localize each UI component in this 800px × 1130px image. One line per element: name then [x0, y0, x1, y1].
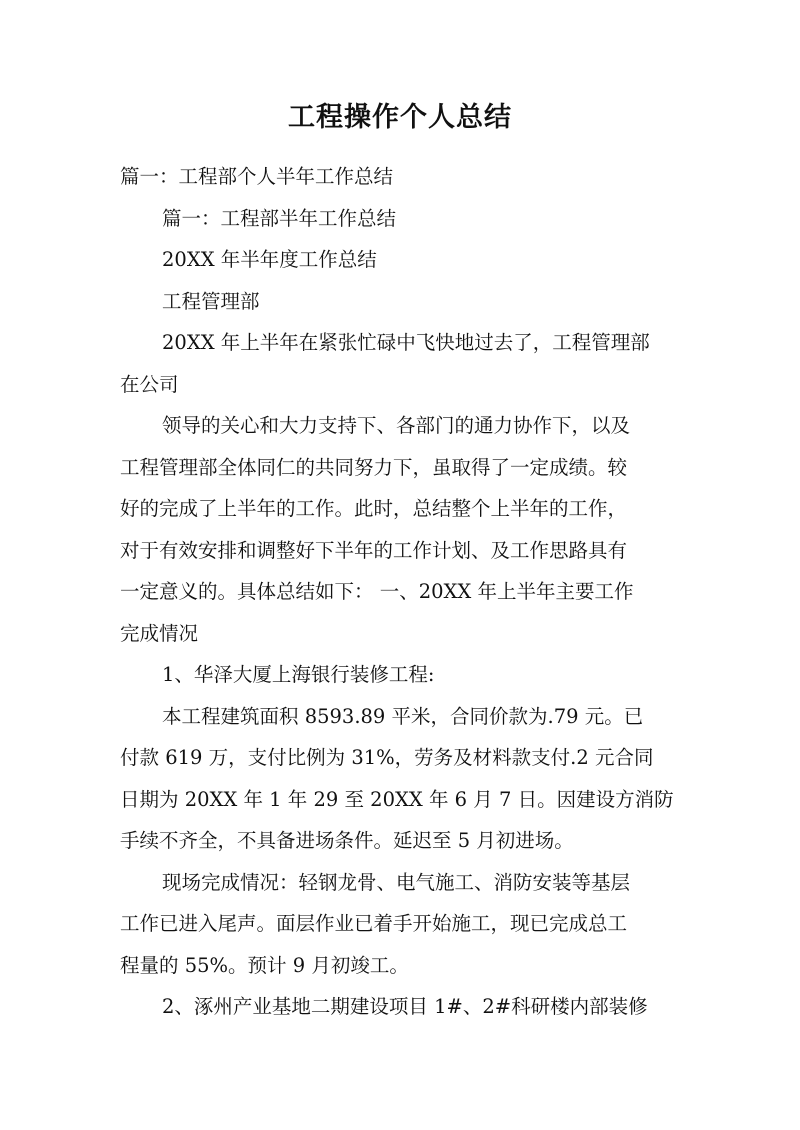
text-line: 20XX 年半年度工作总结 [162, 248, 377, 271]
text-line: 2、涿州产业基地二期建设项目 1#、2#科研楼内部装修 [162, 995, 648, 1018]
text-line: 付款 619 万，支付比例为 31%，劳务及材料款支付.2 元合同 [120, 746, 654, 769]
text-line: 在公司 [120, 372, 179, 396]
text-line: 篇一：工程部半年工作总结 [162, 206, 397, 230]
text-line: 程量的 55%。预计 9 月初竣工。 [120, 953, 409, 977]
text-line: 领导的关心和大力支持下、各部门的通力协作下，以及 [162, 414, 631, 437]
text-line: 工程管理部 [162, 289, 260, 313]
text-line: 20XX 年上半年在紧张忙碌中飞快地过去了，工程管理部 [162, 331, 650, 354]
text-line: 1、华泽大厦上海银行装修工程: [162, 663, 435, 686]
text-line: 对于有效安排和调整好下半年的工作计划、及工作思路具有 [120, 538, 628, 562]
text-line: 本工程建筑面积 8593.89 平米，合同价款为.79 元。已 [162, 704, 644, 728]
text-line: 工作已进入尾声。面层作业已着手开始施工，现已完成总工 [120, 912, 628, 935]
text-line: 好的完成了上半年的工作。此时，总结整个上半年的工作， [120, 497, 628, 520]
document-title: 工程操作个人总结 [288, 102, 512, 133]
document-body [120, 156, 682, 1028]
text-line: 日期为 20XX 年 1 年 29 至 20XX 年 6 月 7 日。因建设方消防 [120, 787, 674, 811]
text-line: 现场完成情况：轻钢龙骨、电气施工、消防安装等基层 [162, 870, 631, 894]
text-line: 一定意义的。具体总结如下： 一、20XX 年上半年主要工作 [120, 580, 634, 603]
text-line: 完成情况 [120, 621, 199, 645]
text-line: 手续不齐全，不具备进场条件。延迟至 5 月初进场。 [120, 829, 574, 852]
text-line: 篇一：工程部个人半年工作总结 [120, 165, 394, 188]
text-line: 工程管理部全体同仁的共同努力下，虽取得了一定成绩。较 [120, 455, 628, 479]
